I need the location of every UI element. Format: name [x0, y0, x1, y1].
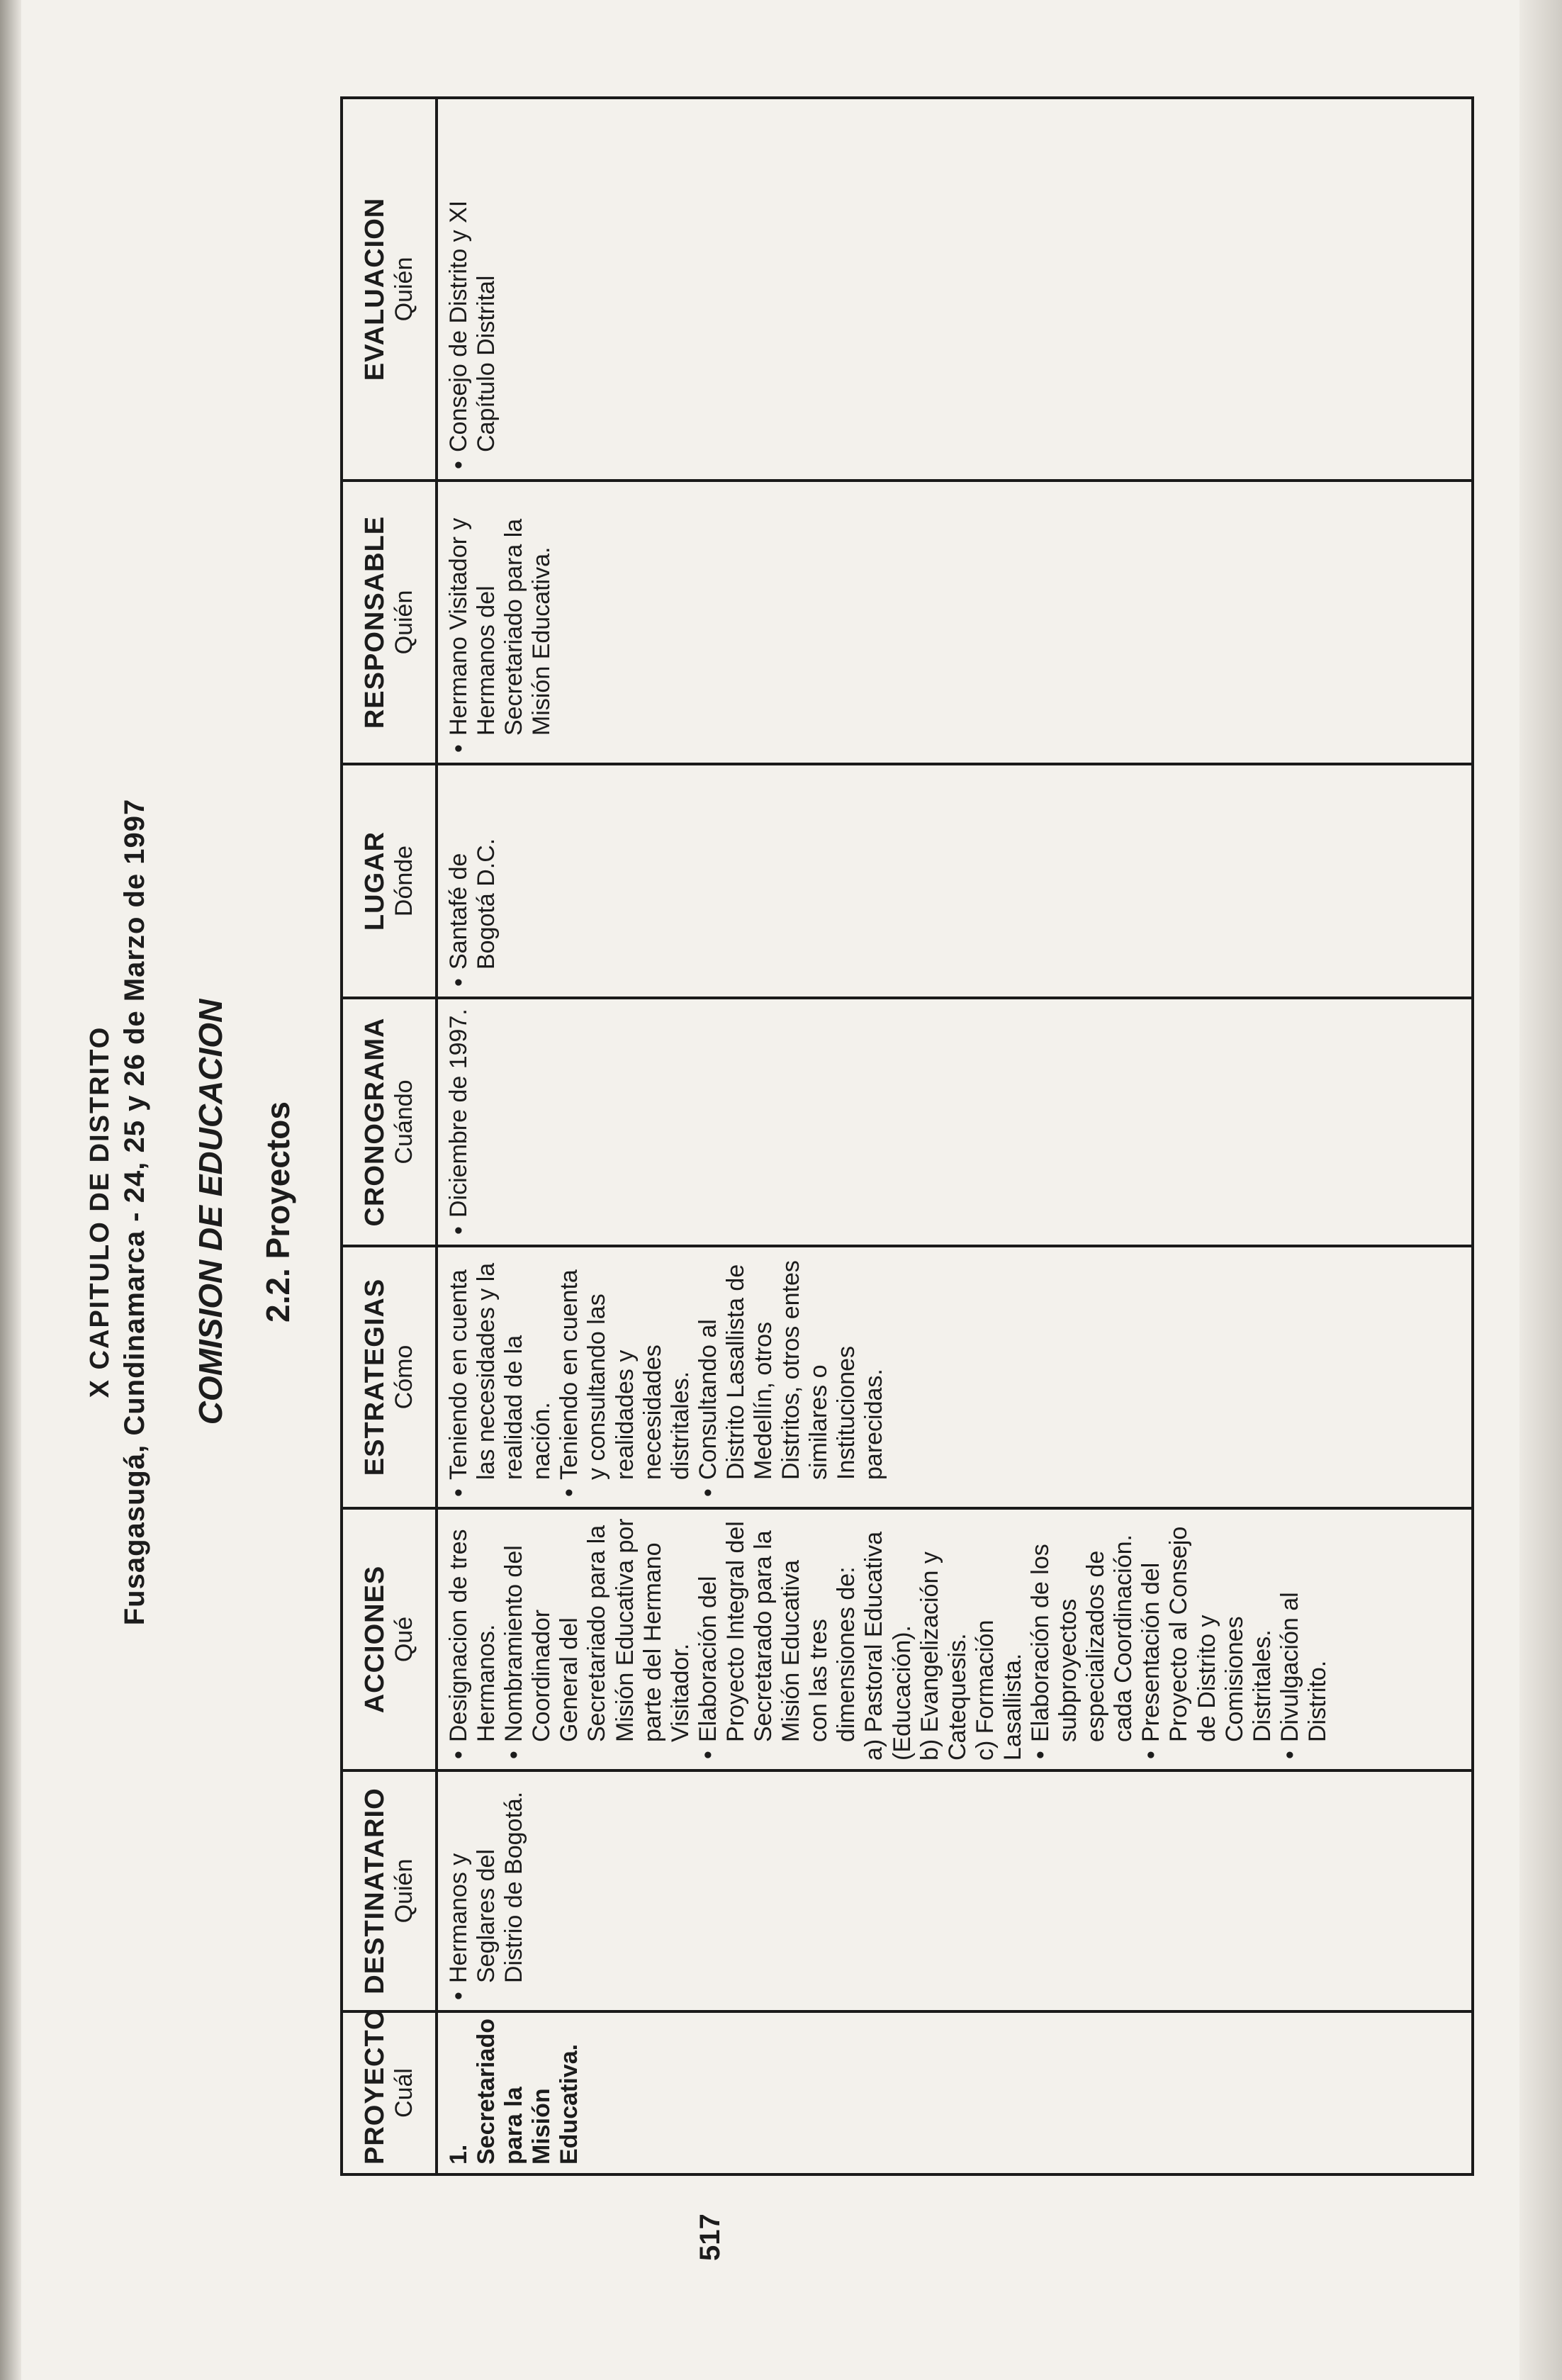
- cell-responsable: [437, 481, 1473, 764]
- col-header-proyecto: [342, 2008, 437, 2174]
- list-item: • Teniendo en cuenta y consultando las realidades y necesidades distritales.: [556, 1256, 694, 1480]
- list-item: • Diciembre de 1997.: [445, 1008, 473, 1218]
- col-subtitle: Cuál: [390, 2068, 418, 2118]
- col-subtitle: Cómo: [390, 1345, 418, 1410]
- list-item: • Hermanos y Seglares del Distrio de Bogotá.: [445, 1780, 528, 1983]
- cell-cronograma: [437, 998, 1473, 1246]
- col-header-responsable: [342, 481, 437, 764]
- list-item: • Divulgación al Distrito.: [1276, 1518, 1332, 1742]
- list-item: a) Pastoral Educativa (Educación).: [860, 1531, 916, 1761]
- chapter-location-date: Fusagasugá, Cundinamarca - 24, 25 y 26 de Marzo de 1997: [119, 798, 150, 1626]
- list-item: • Consejo de Distrito y XI Capítulo Distrital: [445, 108, 500, 452]
- list-item: • Elaboración de los subproyectos especializados de cada Coordinación.: [1027, 1518, 1137, 1742]
- cell-estrategias: [437, 1246, 1473, 1508]
- list-item: • Nombramiento del Coordinador General del Secretariado para la Misión Educativa por parte del Hermano Visitador.: [500, 1518, 695, 1742]
- list-item: • Teniendo en cuenta las necesidades y la realidad de la nación.: [445, 1256, 556, 1480]
- list-item: • Santafé de Bogotá D.C.: [445, 774, 500, 970]
- cell-evaluacion: [437, 98, 1473, 481]
- list-item: • Presentación del Proyecto al Consejo de Distrito y Comisiones Distritales.: [1137, 1518, 1276, 1742]
- col-subtitle: Quién: [390, 1858, 418, 1924]
- col-title: CRONOGRAMA: [359, 1017, 390, 1227]
- commission-title: COMISION DE EDUCACION: [192, 999, 229, 1425]
- col-subtitle: Qué: [390, 1616, 418, 1663]
- col-title: DESTINATARIO: [359, 1787, 390, 1994]
- col-title: ACCIONES: [359, 1565, 390, 1714]
- page-number: 517: [695, 2213, 726, 2261]
- col-header-acciones: [342, 1508, 437, 1770]
- list-item: c) Formación Lasallista.: [971, 1620, 1026, 1761]
- rotated-content: [71, 99, 1460, 2261]
- list-item: b) Evangelización y Catequesis.: [916, 1551, 971, 1761]
- cell-proyecto: [437, 2011, 1473, 2174]
- binding-shadow: [0, 0, 21, 2380]
- col-header-cronograma: [342, 998, 437, 1246]
- list-item: • Elaboración del Proyecto Integral del Secretarado para la Misión Educativa con las tres dimensiones de:: [695, 1518, 861, 1742]
- col-header-destinatario: [342, 1770, 437, 2011]
- table-header-row: [342, 98, 437, 2174]
- list-item: • Designacion de tres Hermanos.: [445, 1518, 500, 1742]
- list-item: • Consultando al Distrito Lasallista de Medellín, otros Distritos, otros entes similares o Instituciones parecidas.: [695, 1256, 889, 1480]
- table-row: [437, 98, 1473, 2174]
- col-title: EVALUACION: [359, 197, 390, 381]
- col-subtitle: Cuándo: [390, 1079, 418, 1164]
- cell-destinatario: [437, 1770, 1473, 2011]
- col-title: LUGAR: [359, 831, 390, 931]
- list-item: • Hermano Visitador y Hermanos del Secretariado para la Misión Educativa.: [445, 490, 556, 736]
- col-title: ESTRATEGIAS: [359, 1278, 390, 1476]
- chapter-title: X CAPITULO DE DISTRITO: [85, 1026, 115, 1398]
- cell-acciones: [437, 1508, 1473, 1770]
- col-header-estrategias: [342, 1246, 437, 1508]
- section-title: 2.2. Proyectos: [259, 1101, 296, 1323]
- page-edge: [1519, 0, 1562, 2380]
- col-header-evaluacion: [342, 98, 437, 481]
- col-title: PROYECTO: [359, 2008, 390, 2165]
- cell-lugar: [437, 764, 1473, 998]
- col-header-lugar: [342, 764, 437, 998]
- col-subtitle: Quién: [390, 590, 418, 655]
- projects-table: [340, 96, 1474, 2176]
- col-title: RESPONSABLE: [359, 515, 390, 729]
- col-subtitle: Quién: [390, 257, 418, 322]
- col-subtitle: Dónde: [390, 845, 418, 917]
- project-name: 1. Secretariado para la Misión Educativa.: [445, 2019, 583, 2165]
